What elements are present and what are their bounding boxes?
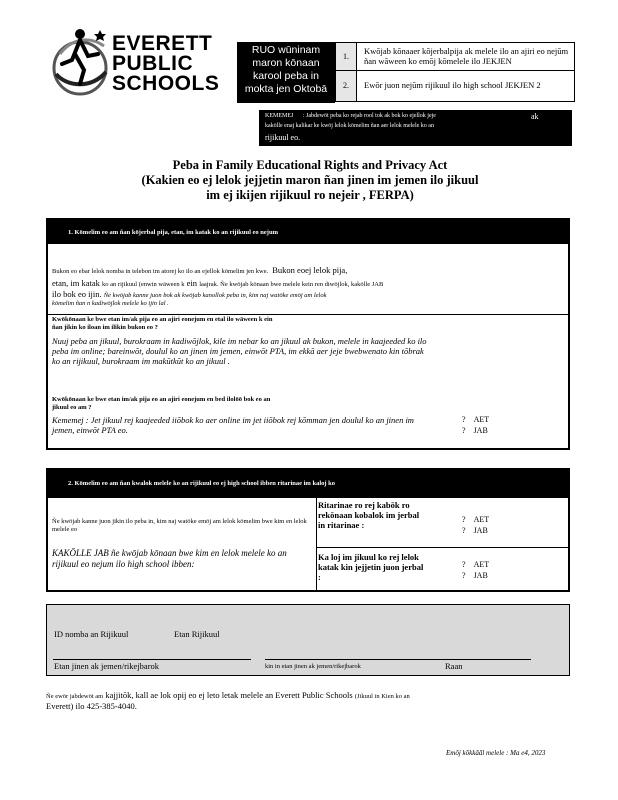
s2-row1-aet[interactable]: ? AET — [462, 515, 490, 524]
option-1-text: Kwōjab kōnaaer kōjerbalpija ak melele ilo an ajiri eo nejūm ñan wāween ko emōj kōmelele ilo JEKJEN — [364, 46, 569, 66]
option-1-number: 1. — [336, 43, 357, 71]
s1-intro2-b: ko an rijikuul (enwin wāween k — [102, 281, 185, 288]
s1-intro2-d: laajrak. Ñe kwōjab kōnaan bwe melele kein ren diwōjlok, kakōlle JAB — [199, 281, 384, 288]
s1-q1-line1: Kwōkōnaan ke bwe etan im/ak pija eo an ajiri eonejum en etal ilo wāween k ein — [52, 316, 273, 323]
reminder-box — [259, 110, 572, 146]
title-line-3: im ej ikijen rijikuul ro nejeir , FERPA) — [206, 188, 414, 202]
reminder-text: : Jabdewōt peba ko rejab rool tok ak bok ko ejellok jeje — [302, 113, 436, 119]
parent-name-line[interactable] — [53, 659, 251, 660]
s2-row1-label: Ritarinae ro rej kabōk ro rekōnaan kobalok im jerbal in ritarinae : — [318, 500, 420, 530]
s1-jab-checkbox[interactable]: ? — [462, 426, 466, 435]
section-2 — [46, 468, 570, 592]
s2-row2-jab[interactable]: ? JAB — [462, 571, 488, 580]
s2-left-small: Ñe kwōjab kanne juon jikin ilo peba in, kim naj watōke emōj am lelok kōmelim bwe kim en lelok melele eo — [52, 518, 307, 533]
reminder-trail: ak — [531, 112, 539, 121]
section-2-heading: 2. Kōmelim eo am ñan kwalok melele ko an rijikuul eo ej high school ibben ritarinae im kaloj ko — [48, 470, 568, 498]
swoosh-runner-icon — [50, 24, 110, 102]
parent-name-label: Etan jinen ak jemen/rikejbarok — [54, 661, 160, 671]
s1-intro3: ilo bok eo ijin. — [52, 289, 102, 299]
s2-row2-aet[interactable]: ? AET — [462, 560, 490, 569]
s2-row2-jab-checkbox[interactable]: ? — [462, 571, 466, 580]
s2-row1-aet-checkbox[interactable]: ? — [462, 515, 466, 524]
reminder-line3: rijikuul eo. — [265, 133, 301, 142]
s1-intro-big: Bukon eoej lelok pija, — [272, 265, 348, 275]
s1-q2-line1: Kwōkōnaan ke bwe etan im/ak pija eo an ajiri eonejum en bed ilolōō bok eo an — [52, 396, 271, 403]
s1-intro3-small: Ñe kwōjab kanne juon bok ak kwōjab kanollok peba in, kim naj watōke emōj am lelok — [103, 292, 327, 299]
s1-intro4: kōmelim ñan n kadiwōjlok melele ko ijin lal . — [52, 300, 169, 307]
section-1 — [46, 218, 570, 450]
logo-line-2: PUBLIC — [112, 52, 194, 75]
s2-left-italic: KAKŌLLE JAB ñe kwōjab kōnaan bwe kim en lelok melele ko an rijikuul eo nejum ilo high school ibben: — [52, 548, 287, 569]
s1-intro-small: Bukon eo ebar lelok nomba in telebon im atorej ko ilo an ejellok kōmelim jen kwe. — [52, 268, 269, 275]
student-id-label: ID nomba an Rijikuul — [54, 629, 129, 639]
s1-jab-option[interactable]: ? JAB — [462, 426, 488, 435]
s1-aet-checkbox[interactable]: ? — [462, 415, 466, 424]
form-title — [60, 158, 560, 203]
header-options-table — [335, 42, 575, 102]
logo-line-3: SCHOOLS — [112, 72, 220, 95]
header-notice-box: RUO wūninam maron kōnaan karool peba in mokta jen Oktobā — [237, 42, 335, 103]
s1-intro2-a: etan, im katak — [52, 278, 100, 288]
title-line-2: (Kakien eo ej lelok jejjetin maron ñan jinen im jemen ilo jikuul — [141, 173, 479, 187]
s2-row1-jab[interactable]: ? JAB — [462, 526, 488, 535]
contact-info: Ñe ewōr jabdewōt am kajjitōk, kall ae lok opij eo ej leto letak melele an Everett Public Schools (Jikuul in Kien ko an Everett) ilo 425-385-4040. — [46, 690, 410, 711]
parent-signature-label: kin in etan jinen ak jemen/rikejbarok — [265, 663, 361, 670]
s1-q2-answer: Kememej : Jet jikuul rej kaajeeded iiōbok ko aer online im jet iiōbok rej kōmman jen doulul ko an jinen im jemen, einwōt PTA eo. — [52, 415, 414, 435]
parent-signature-line[interactable] — [265, 659, 433, 660]
title-line-1: Peba in Family Educational Rights and Privacy Act — [172, 158, 448, 172]
s2-row1-jab-checkbox[interactable]: ? — [462, 526, 466, 535]
date-line[interactable] — [433, 659, 531, 660]
s1-aet-option[interactable]: ? AET — [462, 415, 490, 424]
option-2-text: Ewōr juon nejūm rijikuul ilo high school JEKJEN 2 — [364, 80, 541, 90]
section-1-heading: 1. Kōmelim eo am ñan kōjerbal pija, etan, im katak ko an rijikuul eo nejum — [48, 220, 568, 244]
option-2-number: 2. — [336, 71, 357, 101]
s1-q1-answer: Nuuj peba an jikuul, burokraam in kadiwōjlok, kile im nebar ko an jikuul ak bukon, melele in kaajeeded ko ilo peba im online; bareinwōt, doulul ko an jinen im jemen, einwōt PTA, im ekkā aer jeje bwebwenato kin tōbrak ko an rijikuul, burokraam im makūtkūt ko an jikuul . — [52, 336, 427, 366]
revision-date: Emōj kōkkāāl melele : Ma e4, 2023 — [446, 749, 546, 757]
s1-q2-line2: jikuul eo am ? — [52, 404, 92, 411]
s2-row2-aet-checkbox[interactable]: ? — [462, 560, 466, 569]
student-name-label: Etan Rijikuul — [174, 629, 220, 639]
reminder-line2: kakōlle enaj kalikar ke kwōj lelok kōmelim ñan aer lelok melele ko an — [265, 123, 434, 129]
s1-intro2-c: ein — [186, 278, 198, 288]
date-label: Raan — [445, 661, 463, 671]
logo — [50, 24, 220, 104]
reminder-label: KEMEMEJ — [265, 113, 294, 119]
signature-block — [46, 604, 570, 676]
s1-q1-line2: ñan jikin ko iloan im ilikin bukon eo ? — [52, 324, 158, 331]
logo-line-1: EVERETT — [112, 32, 213, 55]
s2-row2-label: Ka loj im jikuul ko rej lelok katak kin jejjetin juon jerbal : — [318, 552, 424, 582]
